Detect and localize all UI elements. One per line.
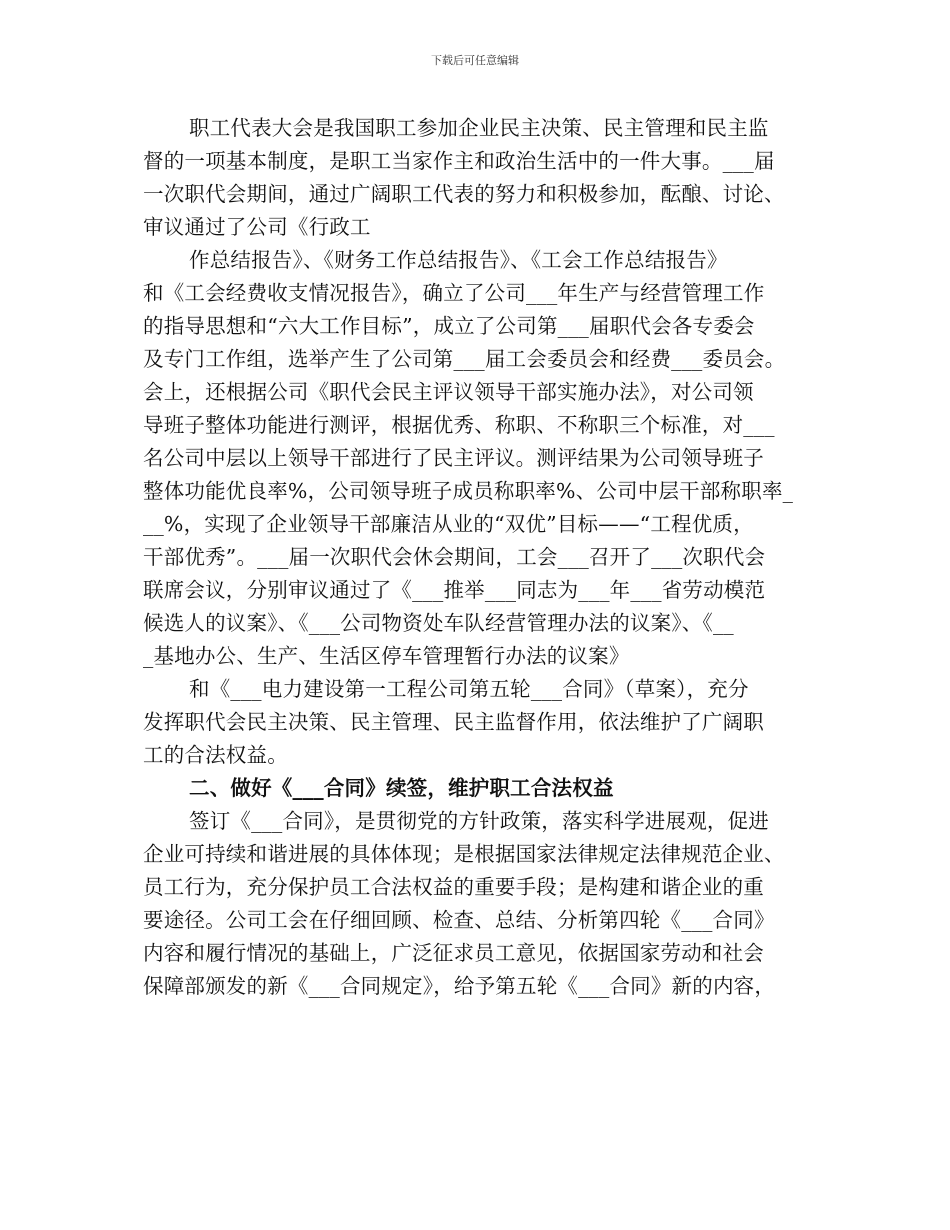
paragraph-line: 工的合法权益。 <box>143 743 288 767</box>
paragraph-line: 作总结报告》、《财务工作总结报告》、《工会工作总结报告》 <box>189 248 728 272</box>
paragraph-line: 会上，还根据公司《职代会民主评议领导干部实施办法》，对公司领 <box>143 380 754 404</box>
paragraph-line: __%，实现了企业领导干部廉洁从业的“双优”目标——“工程优质， <box>143 512 754 536</box>
paragraph-line: 及专门工作组，选举产生了公司第___届工会委员会和经费___委员会。 <box>143 347 786 371</box>
paragraph-line: _基地办公、生产、生活区停车管理暂行办法的议案》 <box>143 644 630 668</box>
document-body <box>143 112 813 1003</box>
paragraph-line: 干部优秀”。___届一次职代会休会期间，工会___召开了___次职代会 <box>143 545 766 569</box>
paragraph-line: 督的一项基本制度，是职工当家作主和政治生活中的一件大事。___届 <box>143 149 775 173</box>
paragraph-line: 发挥职代会民主决策、民主管理、民主监督作用，依法维护了广阔职 <box>143 710 764 734</box>
paragraph-line: 企业可持续和谐进展的具体体现；是根据国家法律规定法律规范企业、 <box>143 842 785 866</box>
paragraph-line: 保障部颁发的新《___合同规定》，给予第五轮《___合同》新的内容， <box>143 974 776 998</box>
paragraph-line: 一次职代会期间，通过广阔职工代表的努力和积极参加，酝酿、讨论、 <box>143 182 785 206</box>
paragraph-line: 员工行为，充分保护员工合法权益的重要手段；是构建和谐企业的重 <box>143 875 764 899</box>
paragraph-line: 审议通过了公司《行政工 <box>143 215 371 239</box>
paragraph-line: 要途径。公司工会在仔细回顾、检查、总结、分析第四轮《___合同》 <box>143 908 775 932</box>
paragraph-line: 内容和履行情况的基础上，广泛征求员工意见，依据国家劳动和社会 <box>143 941 764 965</box>
paragraph-line: 名公司中层以上领导干部进行了民主评议。测评结果为公司领导班子 <box>143 446 764 470</box>
paragraph-line: 整体功能优良率%，公司领导班子成员称职率%、公司中层干部称职率_ <box>143 479 794 503</box>
section-heading: 二、做好《___合同》续签，维护职工合法权益 <box>189 776 614 800</box>
paragraph-line: 候选人的议案》、《___公司物资处车队经营管理办法的议案》、《__ <box>143 611 734 635</box>
paragraph-line: 联席会议，分别审议通过了《___推举___同志为___年___省劳动模范 <box>143 578 766 602</box>
paragraph-line: 和《工会经费收支情况报告》，确立了公司___年生产与经营管理工作 <box>143 281 765 305</box>
paragraph-line: 职工代表大会是我国职工参加企业民主决策、民主管理和民主监 <box>189 116 769 140</box>
header-note: 下载后可任意编辑 <box>431 54 519 67</box>
paragraph-line: 签订《___合同》，是贯彻党的方针政策，落实科学进展观，促进 <box>189 809 769 833</box>
paragraph-line: 的指导思想和“六大工作目标”，成立了公司第___届职代会各专委会 <box>143 314 755 338</box>
paragraph-line: 导班子整体功能进行测评，根据优秀、称职、不称职三个标准，对___ <box>143 413 775 437</box>
paragraph-line: 和《___电力建设第一工程公司第五轮___合同》（草案），充分 <box>189 677 749 701</box>
